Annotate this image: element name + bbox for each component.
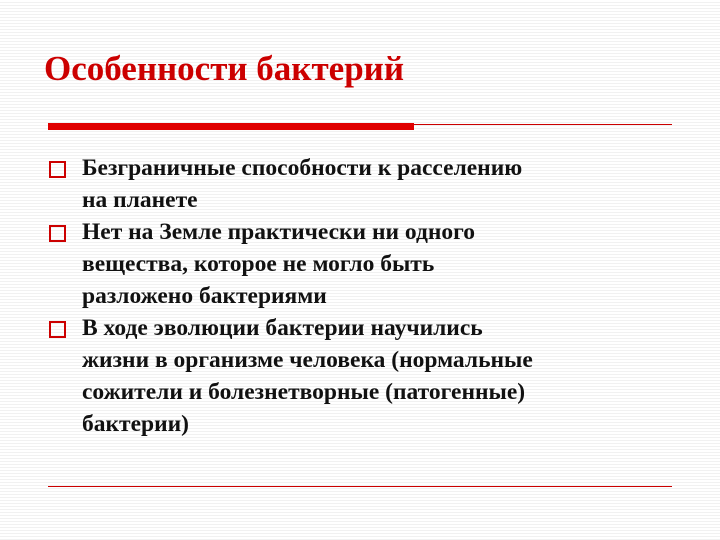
title-divider-thick — [48, 123, 414, 130]
bullet-line: Безграничные способности к расселению — [82, 155, 523, 181]
bullet-line: на планете — [82, 187, 198, 213]
bullet-line: бактерии) — [82, 411, 189, 437]
bullet-line: Нет на Земле практически ни одного — [82, 219, 476, 245]
bullet-line: разложено бактериями — [82, 283, 327, 309]
bullet-item — [48, 216, 688, 312]
hollow-square-icon — [49, 321, 66, 338]
hollow-square-icon — [49, 225, 66, 242]
bullet-line: жизни в организме человека (нормальные — [82, 347, 533, 373]
bullet-list — [48, 152, 688, 440]
slide-title: Особенности бактерий — [44, 49, 404, 88]
bullet-item — [48, 312, 688, 440]
bullet-line: В ходе эволюции бактерии научились — [82, 315, 483, 341]
bullet-item — [48, 152, 688, 216]
footer-divider — [48, 486, 672, 487]
bullet-line: вещества, которое не могло быть — [82, 251, 435, 277]
bullet-line: сожители и болезнетворные (патогенные) — [82, 379, 526, 405]
hollow-square-icon — [49, 161, 66, 178]
